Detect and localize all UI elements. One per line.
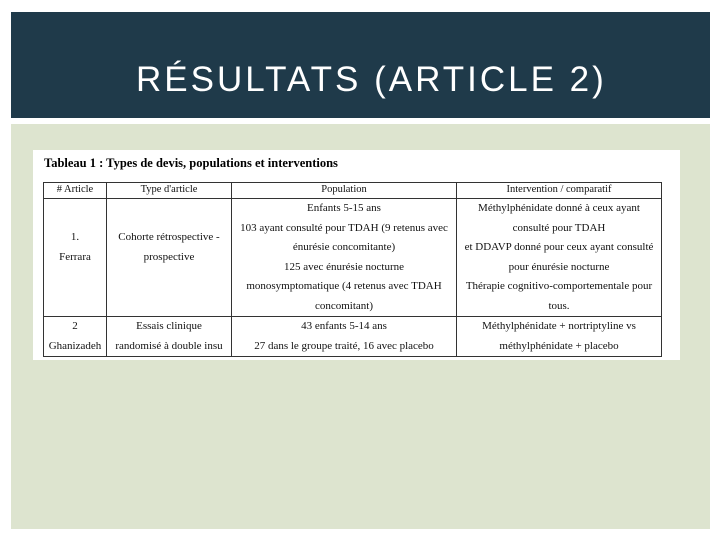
population-line: concomitant) — [314, 299, 374, 312]
population-line: Enfants 5-15 ans — [307, 202, 381, 214]
cell-intervention — [457, 317, 662, 357]
type-line: prospective — [143, 250, 195, 263]
type-line: randomisé à double insu — [115, 339, 223, 352]
cell-population — [232, 317, 457, 357]
intervention-line: et DDAVP donné pour ceux ayant consulté — [464, 241, 654, 253]
population-line: monosymptomatique (4 retenus avec TDAH — [246, 280, 442, 292]
intervention-line: Thérapie cognitivo-comportementale pour — [465, 280, 653, 292]
intervention-line: pour énurésie nocturne — [508, 260, 610, 273]
population-line: 27 dans le groupe traité, 16 avec placebo — [254, 339, 434, 352]
cell-intervention — [457, 199, 662, 317]
article-number: 2 — [72, 320, 78, 332]
population-line: 43 enfants 5-14 ans — [301, 320, 387, 332]
population-line: 125 avec énurésie nocturne — [283, 260, 405, 273]
intervention-line: Méthylphénidate + nortriptyline vs — [482, 320, 636, 332]
intervention-line: consulté pour TDAH — [512, 221, 606, 234]
table-figure — [33, 150, 680, 360]
article-number: 1. — [70, 231, 80, 243]
table-row — [44, 317, 662, 357]
intervention-line: tous. — [548, 299, 570, 312]
cell-population — [232, 199, 457, 317]
header-type: Type d'article — [107, 183, 232, 199]
cell-type — [107, 199, 232, 317]
article-author: Ferrara — [59, 250, 91, 263]
cell-article — [44, 317, 107, 357]
population-line: 103 ayant consulté pour TDAH (9 retenus avec — [240, 221, 448, 234]
intervention-line: méthylphénidate + placebo — [499, 339, 619, 352]
results-table — [43, 182, 662, 357]
population-line: énurésie concomitante) — [292, 241, 396, 253]
type-line: Essais clinique — [136, 320, 202, 332]
header-population: Population — [232, 183, 457, 199]
table-header-row — [44, 183, 662, 199]
header-intervention: Intervention / comparatif — [457, 183, 662, 199]
cell-article — [44, 199, 107, 317]
slide-title: RÉSULTATS (ARTICLE 2) — [136, 60, 607, 99]
type-line: Cohorte rétrospective - — [118, 231, 220, 243]
header-article: # Article — [44, 183, 107, 199]
cell-type — [107, 317, 232, 357]
article-author: Ghanizadeh — [48, 339, 102, 352]
title-bar — [11, 12, 710, 118]
table-row — [44, 199, 662, 317]
table-caption: Tableau 1 : Types de devis, populations et interventions — [44, 156, 338, 170]
intervention-line: Méthylphénidate donné à ceux ayant — [478, 202, 640, 214]
